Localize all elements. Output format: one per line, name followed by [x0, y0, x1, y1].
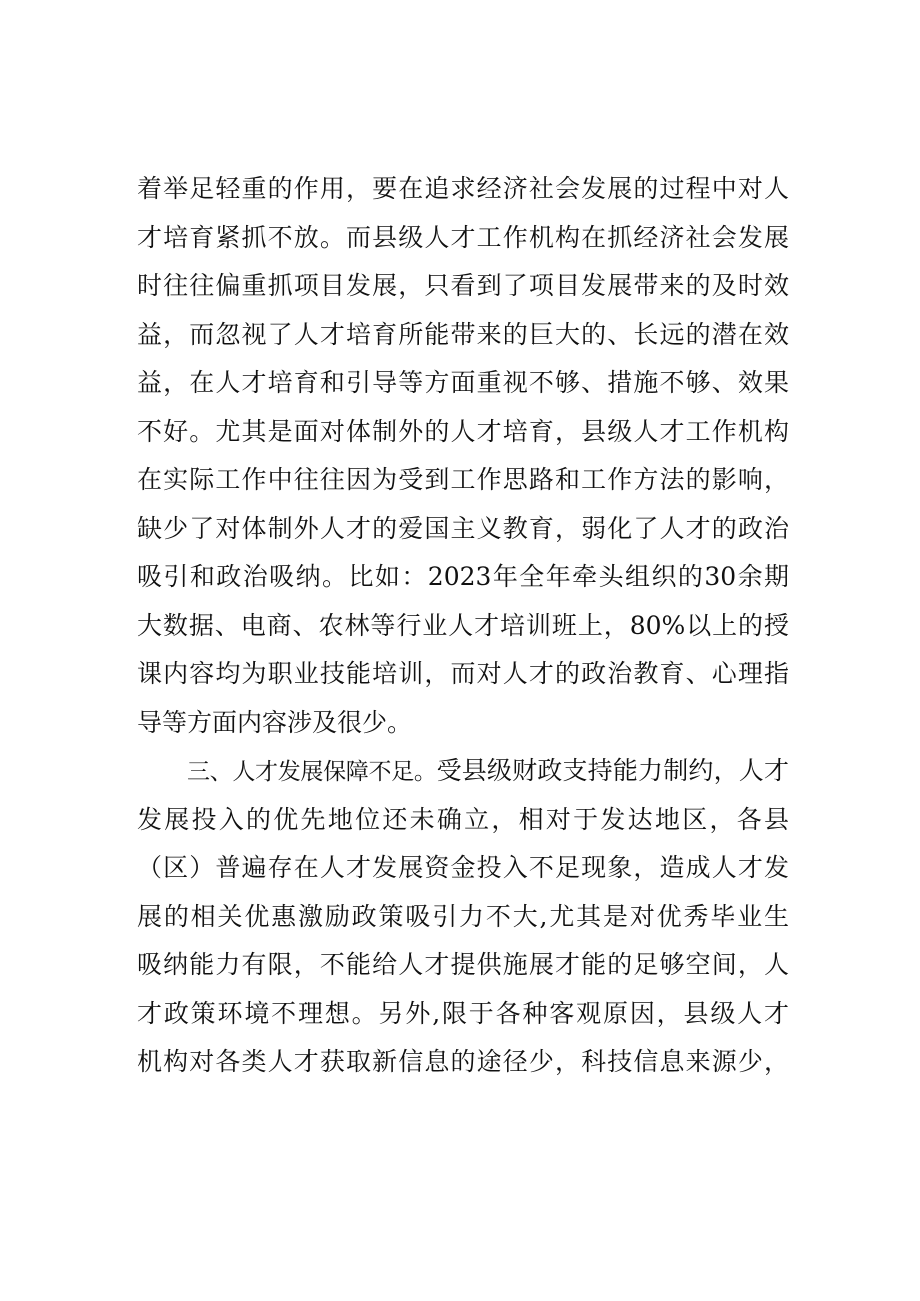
- section-heading: 三、人才发展保障不足。: [187, 759, 437, 785]
- text-line: 大数据、电商、农林等行业人才培训班上，80%以上的授: [137, 610, 789, 640]
- text-line: 吸纳能力有限，不能给人才提供施展才能的足够空间，人: [137, 950, 789, 979]
- text-line: 在实际工作中往往因为受到工作思路和工作方法的影响，: [137, 465, 789, 494]
- text-line: 展的相关优惠激励政策吸引力不大,尤其是对优秀毕业生: [137, 901, 789, 931]
- text-line: 导等方面内容涉及很少。: [137, 707, 413, 737]
- text-line: （区）普遍存在人才发展资金投入不足现象，造成人才发: [137, 853, 789, 882]
- text-line: 才培育紧抓不放。而县级人才工作机构在抓经济社会发展: [137, 222, 789, 252]
- text-line: 课内容均为职业技能培训，而对人才的政治教育、心理指: [137, 659, 789, 688]
- text-line-first: [137, 747, 789, 796]
- text-line: 益，而忽视了人才培育所能带来的巨大的、长远的潜在效: [137, 319, 789, 349]
- text-line: 着举足轻重的作用，要在追求经济社会发展的过程中对人: [137, 174, 789, 203]
- text-line: 才政策环境不理想。另外,限于各种客观原因，县级人才: [137, 998, 789, 1028]
- paragraph-2: [137, 747, 789, 1087]
- text-line: 不好。尤其是面对体制外的人才培育，县级人才工作机构: [137, 416, 789, 446]
- text-line: 机构对各类人才获取新信息的途径少，科技信息来源少，: [137, 1047, 789, 1076]
- text-line: 时往往偏重抓项目发展，只看到了项目发展带来的及时效: [137, 271, 789, 300]
- text-run: 受县级财政支持能力制约，人才: [436, 756, 789, 785]
- text-line: 缺少了对体制外人才的爱国主义教育，弱化了人才的政治: [137, 513, 789, 543]
- text-line: 发展投入的优先地位还未确立，相对于发达地区，各县: [137, 804, 789, 834]
- text-line: 吸引和政治吸纳。比如：2023年全年牵头组织的30余期: [137, 562, 789, 591]
- document-body: [137, 165, 789, 1087]
- paragraph-1: [137, 165, 789, 747]
- text-line: 益，在人才培育和引导等方面重视不够、措施不够、效果: [137, 368, 789, 397]
